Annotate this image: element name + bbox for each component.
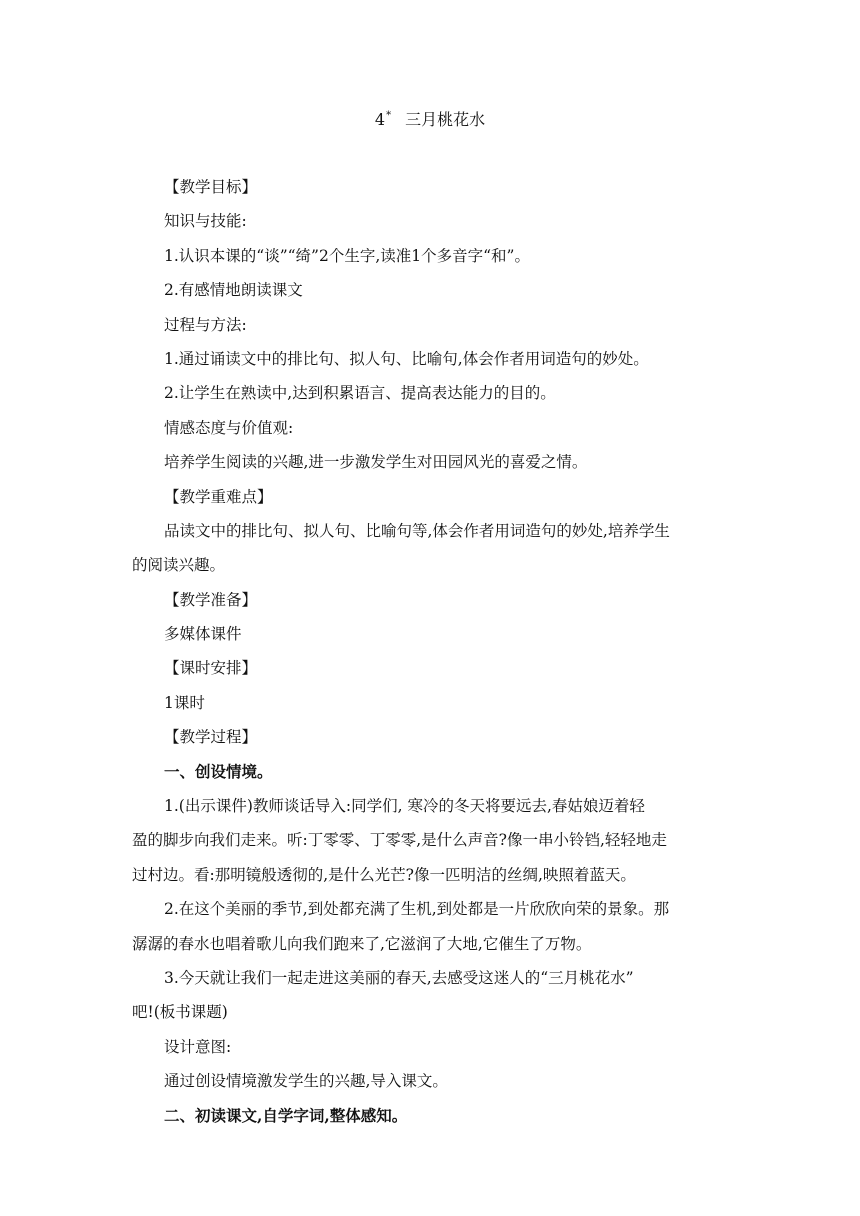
paragraph-continuation-line: 过村边。看:那明镜般透彻的,是什么光芒?像一匹明洁的丝绸,映照着蓝天。 xyxy=(132,865,636,884)
paragraph-line: 过程与方法: xyxy=(164,315,247,334)
paragraph-line: 通过创设情境激发学生的兴趣,导入课文。 xyxy=(164,1072,448,1091)
paragraph-continuation-line: 的阅读兴趣。 xyxy=(132,556,226,575)
paragraph-line: 1.认识本课的“谈”“绮”2个生字,读准1个多音字“和”。 xyxy=(164,246,530,265)
paragraph-line: 3.今天就让我们一起走进这美丽的春天,去感受这迷人的“三月桃花水” xyxy=(164,968,634,987)
paragraph-line: 【教学过程】 xyxy=(164,728,258,747)
optional-mark: * xyxy=(386,110,392,121)
lesson-number: 4* xyxy=(374,110,392,129)
paragraph-line: 1.(出示课件)教师谈话导入:同学们, 寒冷的冬天将要远去,春姑娘迈着轻 xyxy=(164,797,645,816)
paragraph-line: 2.在这个美丽的季节,到处都充满了生机,到处都是一片欣欣向荣的景象。那 xyxy=(164,900,670,919)
paragraph-line: 一、创设情境。 xyxy=(164,761,273,781)
paragraph-line: 2.有感情地朗读课文 xyxy=(164,281,303,300)
paragraph-line: 多媒体课件 xyxy=(164,625,242,644)
paragraph-line: 情感态度与价值观: xyxy=(164,418,294,437)
paragraph-line: 【教学重难点】 xyxy=(164,487,273,506)
paragraph-continuation-line: 潺潺的春水也唱着歌儿向我们跑来了,它滋润了大地,它催生了万物。 xyxy=(132,934,592,953)
lesson-title-text: 三月桃花水 xyxy=(405,110,486,129)
paragraph-line: 知识与技能: xyxy=(164,212,247,231)
paragraph-line: 1.通过诵读文中的排比句、拟人句、比喻句,体会作者用词造句的妙处。 xyxy=(164,349,649,368)
paragraph-line: 2.让学生在熟读中,达到积累语言、提高表达能力的目的。 xyxy=(164,384,556,403)
paragraph-line: 培养学生阅读的兴趣,进一步激发学生对田园风光的喜爱之情。 xyxy=(164,453,588,472)
paragraph-line: 【课时安排】 xyxy=(164,659,258,678)
paragraph-line: 【教学准备】 xyxy=(164,590,258,609)
paragraph-line: 1课时 xyxy=(164,693,205,712)
paragraph-line: 【教学目标】 xyxy=(164,178,258,196)
paragraph-continuation-line: 盈的脚步向我们走来。听:丁零零、丁零零,是什么声音?像一串小铃铛,轻轻地走 xyxy=(132,831,667,850)
lesson-body xyxy=(132,170,734,1133)
paragraph-continuation-line: 吧!(板书课题) xyxy=(132,1003,228,1022)
paragraph-line: 设计意图: xyxy=(164,1037,232,1056)
paragraph-line: 品读文中的排比句、拟人句、比喻句等,体会作者用词造句的妙处,培养学生 xyxy=(164,521,670,540)
lesson-title xyxy=(0,104,860,132)
paragraph-line: 二、初读课文,自学字词,整体感知。 xyxy=(164,1105,408,1125)
